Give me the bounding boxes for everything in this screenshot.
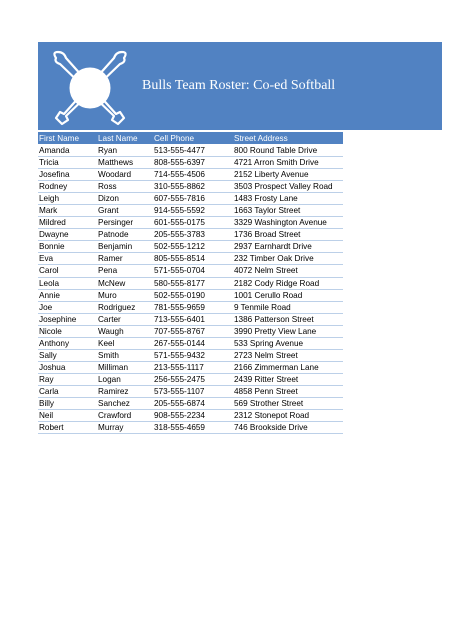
- table-row: [38, 385, 343, 397]
- last-name-cell: Sanchez: [97, 397, 153, 409]
- street-address-cell: 533 Spring Avenue: [233, 337, 343, 349]
- first-name-cell: Rodney: [38, 181, 97, 193]
- cell-phone-cell: 256-555-2475: [153, 373, 233, 385]
- street-address-cell: 4072 Nelm Street: [233, 265, 343, 277]
- last-name-cell: Muro: [97, 289, 153, 301]
- street-address-cell: 2937 Earnhardt Drive: [233, 241, 343, 253]
- cell-phone-cell: 601-555-0175: [153, 217, 233, 229]
- table-row: [38, 241, 343, 253]
- first-name-cell: Billy: [38, 397, 97, 409]
- street-address-cell: 1386 Patterson Street: [233, 313, 343, 325]
- street-address-cell: 2312 Stonepot Road: [233, 410, 343, 422]
- last-name-cell: Benjamin: [97, 241, 153, 253]
- street-address-cell: 4858 Penn Street: [233, 385, 343, 397]
- cell-phone-cell: 714-555-4506: [153, 169, 233, 181]
- first-name-cell: Leola: [38, 277, 97, 289]
- cell-phone-cell: 713-555-6401: [153, 313, 233, 325]
- first-name-cell: Eva: [38, 253, 97, 265]
- cell-phone-cell: 502-555-0190: [153, 289, 233, 301]
- street-address-cell: 1001 Cerullo Road: [233, 289, 343, 301]
- crossed-bats-softball-icon: [46, 46, 134, 128]
- table-row: [38, 265, 343, 277]
- street-address-cell: 2439 Ritter Street: [233, 373, 343, 385]
- table-row: [38, 181, 343, 193]
- last-name-cell: Grant: [97, 205, 153, 217]
- street-address-cell: 1736 Broad Street: [233, 229, 343, 241]
- cell-phone-cell: 707-555-8767: [153, 325, 233, 337]
- street-address-cell: 2166 Zimmerman Lane: [233, 361, 343, 373]
- first-name-cell: Mildred: [38, 217, 97, 229]
- last-name-cell: Pena: [97, 265, 153, 277]
- last-name-cell: Ramer: [97, 253, 153, 265]
- street-address-cell: 2182 Cody Ridge Road: [233, 277, 343, 289]
- table-row: [38, 277, 343, 289]
- last-name-cell: Ryan: [97, 145, 153, 157]
- street-address-cell: 3503 Prospect Valley Road: [233, 181, 343, 193]
- first-name-cell: Ray: [38, 373, 97, 385]
- table-row: [38, 253, 343, 265]
- cell-phone-cell: 205-555-6874: [153, 397, 233, 409]
- last-name-cell: Woodard: [97, 169, 153, 181]
- table-row: [38, 145, 343, 157]
- first-name-cell: Mark: [38, 205, 97, 217]
- street-address-cell: 2723 Nelm Street: [233, 349, 343, 361]
- header-street-address: Street Address: [233, 132, 343, 145]
- table-row: [38, 313, 343, 325]
- street-address-cell: 1663 Taylor Street: [233, 205, 343, 217]
- cell-phone-cell: 914-555-5592: [153, 205, 233, 217]
- last-name-cell: Milliman: [97, 361, 153, 373]
- street-address-cell: 4721 Arron Smith Drive: [233, 157, 343, 169]
- table-row: [38, 205, 343, 217]
- cell-phone-cell: 318-555-4659: [153, 422, 233, 434]
- first-name-cell: Josefina: [38, 169, 97, 181]
- first-name-cell: Neil: [38, 410, 97, 422]
- last-name-cell: Ross: [97, 181, 153, 193]
- table-row: [38, 193, 343, 205]
- roster-table: [38, 132, 343, 434]
- table-row: [38, 229, 343, 241]
- table-row: [38, 422, 343, 434]
- cell-phone-cell: 908-555-2234: [153, 410, 233, 422]
- cell-phone-cell: 580-555-8177: [153, 277, 233, 289]
- header-last-name: Last Name: [97, 132, 153, 145]
- last-name-cell: Persinger: [97, 217, 153, 229]
- street-address-cell: 9 Tenmile Road: [233, 301, 343, 313]
- last-name-cell: Logan: [97, 373, 153, 385]
- street-address-cell: 3990 Pretty View Lane: [233, 325, 343, 337]
- last-name-cell: Matthews: [97, 157, 153, 169]
- first-name-cell: Leigh: [38, 193, 97, 205]
- first-name-cell: Amanda: [38, 145, 97, 157]
- header-first-name: First Name: [38, 132, 97, 145]
- cell-phone-cell: 808-555-6397: [153, 157, 233, 169]
- table-row: [38, 289, 343, 301]
- last-name-cell: McNew: [97, 277, 153, 289]
- table-row: [38, 361, 343, 373]
- first-name-cell: Tricia: [38, 157, 97, 169]
- cell-phone-cell: 573-555-1107: [153, 385, 233, 397]
- first-name-cell: Joe: [38, 301, 97, 313]
- table-row: [38, 397, 343, 409]
- page-title: Bulls Team Roster: Co-ed Softball: [142, 78, 336, 93]
- last-name-cell: Keel: [97, 337, 153, 349]
- first-name-cell: Annie: [38, 289, 97, 301]
- first-name-cell: Robert: [38, 422, 97, 434]
- cell-phone-cell: 502-555-1212: [153, 241, 233, 253]
- last-name-cell: Crawford: [97, 410, 153, 422]
- street-address-cell: 800 Round Table Drive: [233, 145, 343, 157]
- roster-body: [38, 145, 343, 434]
- first-name-cell: Carla: [38, 385, 97, 397]
- street-address-cell: 569 Strother Street: [233, 397, 343, 409]
- cell-phone-cell: 267-555-0144: [153, 337, 233, 349]
- table-row: [38, 373, 343, 385]
- cell-phone-cell: 571-555-9432: [153, 349, 233, 361]
- street-address-cell: 746 Brookside Drive: [233, 422, 343, 434]
- cell-phone-cell: 513-555-4477: [153, 145, 233, 157]
- first-name-cell: Sally: [38, 349, 97, 361]
- table-row: [38, 325, 343, 337]
- cell-phone-cell: 805-555-8514: [153, 253, 233, 265]
- table-row: [38, 301, 343, 313]
- street-address-cell: 2152 Liberty Avenue: [233, 169, 343, 181]
- cell-phone-cell: 571-555-0704: [153, 265, 233, 277]
- cell-phone-cell: 213-555-1117: [153, 361, 233, 373]
- table-row: [38, 337, 343, 349]
- cell-phone-cell: 310-555-8862: [153, 181, 233, 193]
- first-name-cell: Nicole: [38, 325, 97, 337]
- table-row: [38, 217, 343, 229]
- first-name-cell: Carol: [38, 265, 97, 277]
- first-name-cell: Josephine: [38, 313, 97, 325]
- last-name-cell: Smith: [97, 349, 153, 361]
- last-name-cell: Carter: [97, 313, 153, 325]
- cell-phone-cell: 205-555-3783: [153, 229, 233, 241]
- first-name-cell: Anthony: [38, 337, 97, 349]
- cell-phone-cell: 607-555-7816: [153, 193, 233, 205]
- last-name-cell: Patnode: [97, 229, 153, 241]
- street-address-cell: 232 Timber Oak Drive: [233, 253, 343, 265]
- cell-phone-cell: 781-555-9659: [153, 301, 233, 313]
- last-name-cell: Rodriguez: [97, 301, 153, 313]
- header-banner: [38, 42, 442, 130]
- table-header-row: [38, 132, 343, 145]
- street-address-cell: 3329 Washington Avenue: [233, 217, 343, 229]
- table-row: [38, 410, 343, 422]
- first-name-cell: Bonnie: [38, 241, 97, 253]
- table-row: [38, 157, 343, 169]
- table-row: [38, 169, 343, 181]
- first-name-cell: Dwayne: [38, 229, 97, 241]
- street-address-cell: 1483 Frosty Lane: [233, 193, 343, 205]
- table-row: [38, 349, 343, 361]
- last-name-cell: Waugh: [97, 325, 153, 337]
- last-name-cell: Ramirez: [97, 385, 153, 397]
- first-name-cell: Joshua: [38, 361, 97, 373]
- last-name-cell: Murray: [97, 422, 153, 434]
- header-cell-phone: Cell Phone: [153, 132, 233, 145]
- last-name-cell: Dizon: [97, 193, 153, 205]
